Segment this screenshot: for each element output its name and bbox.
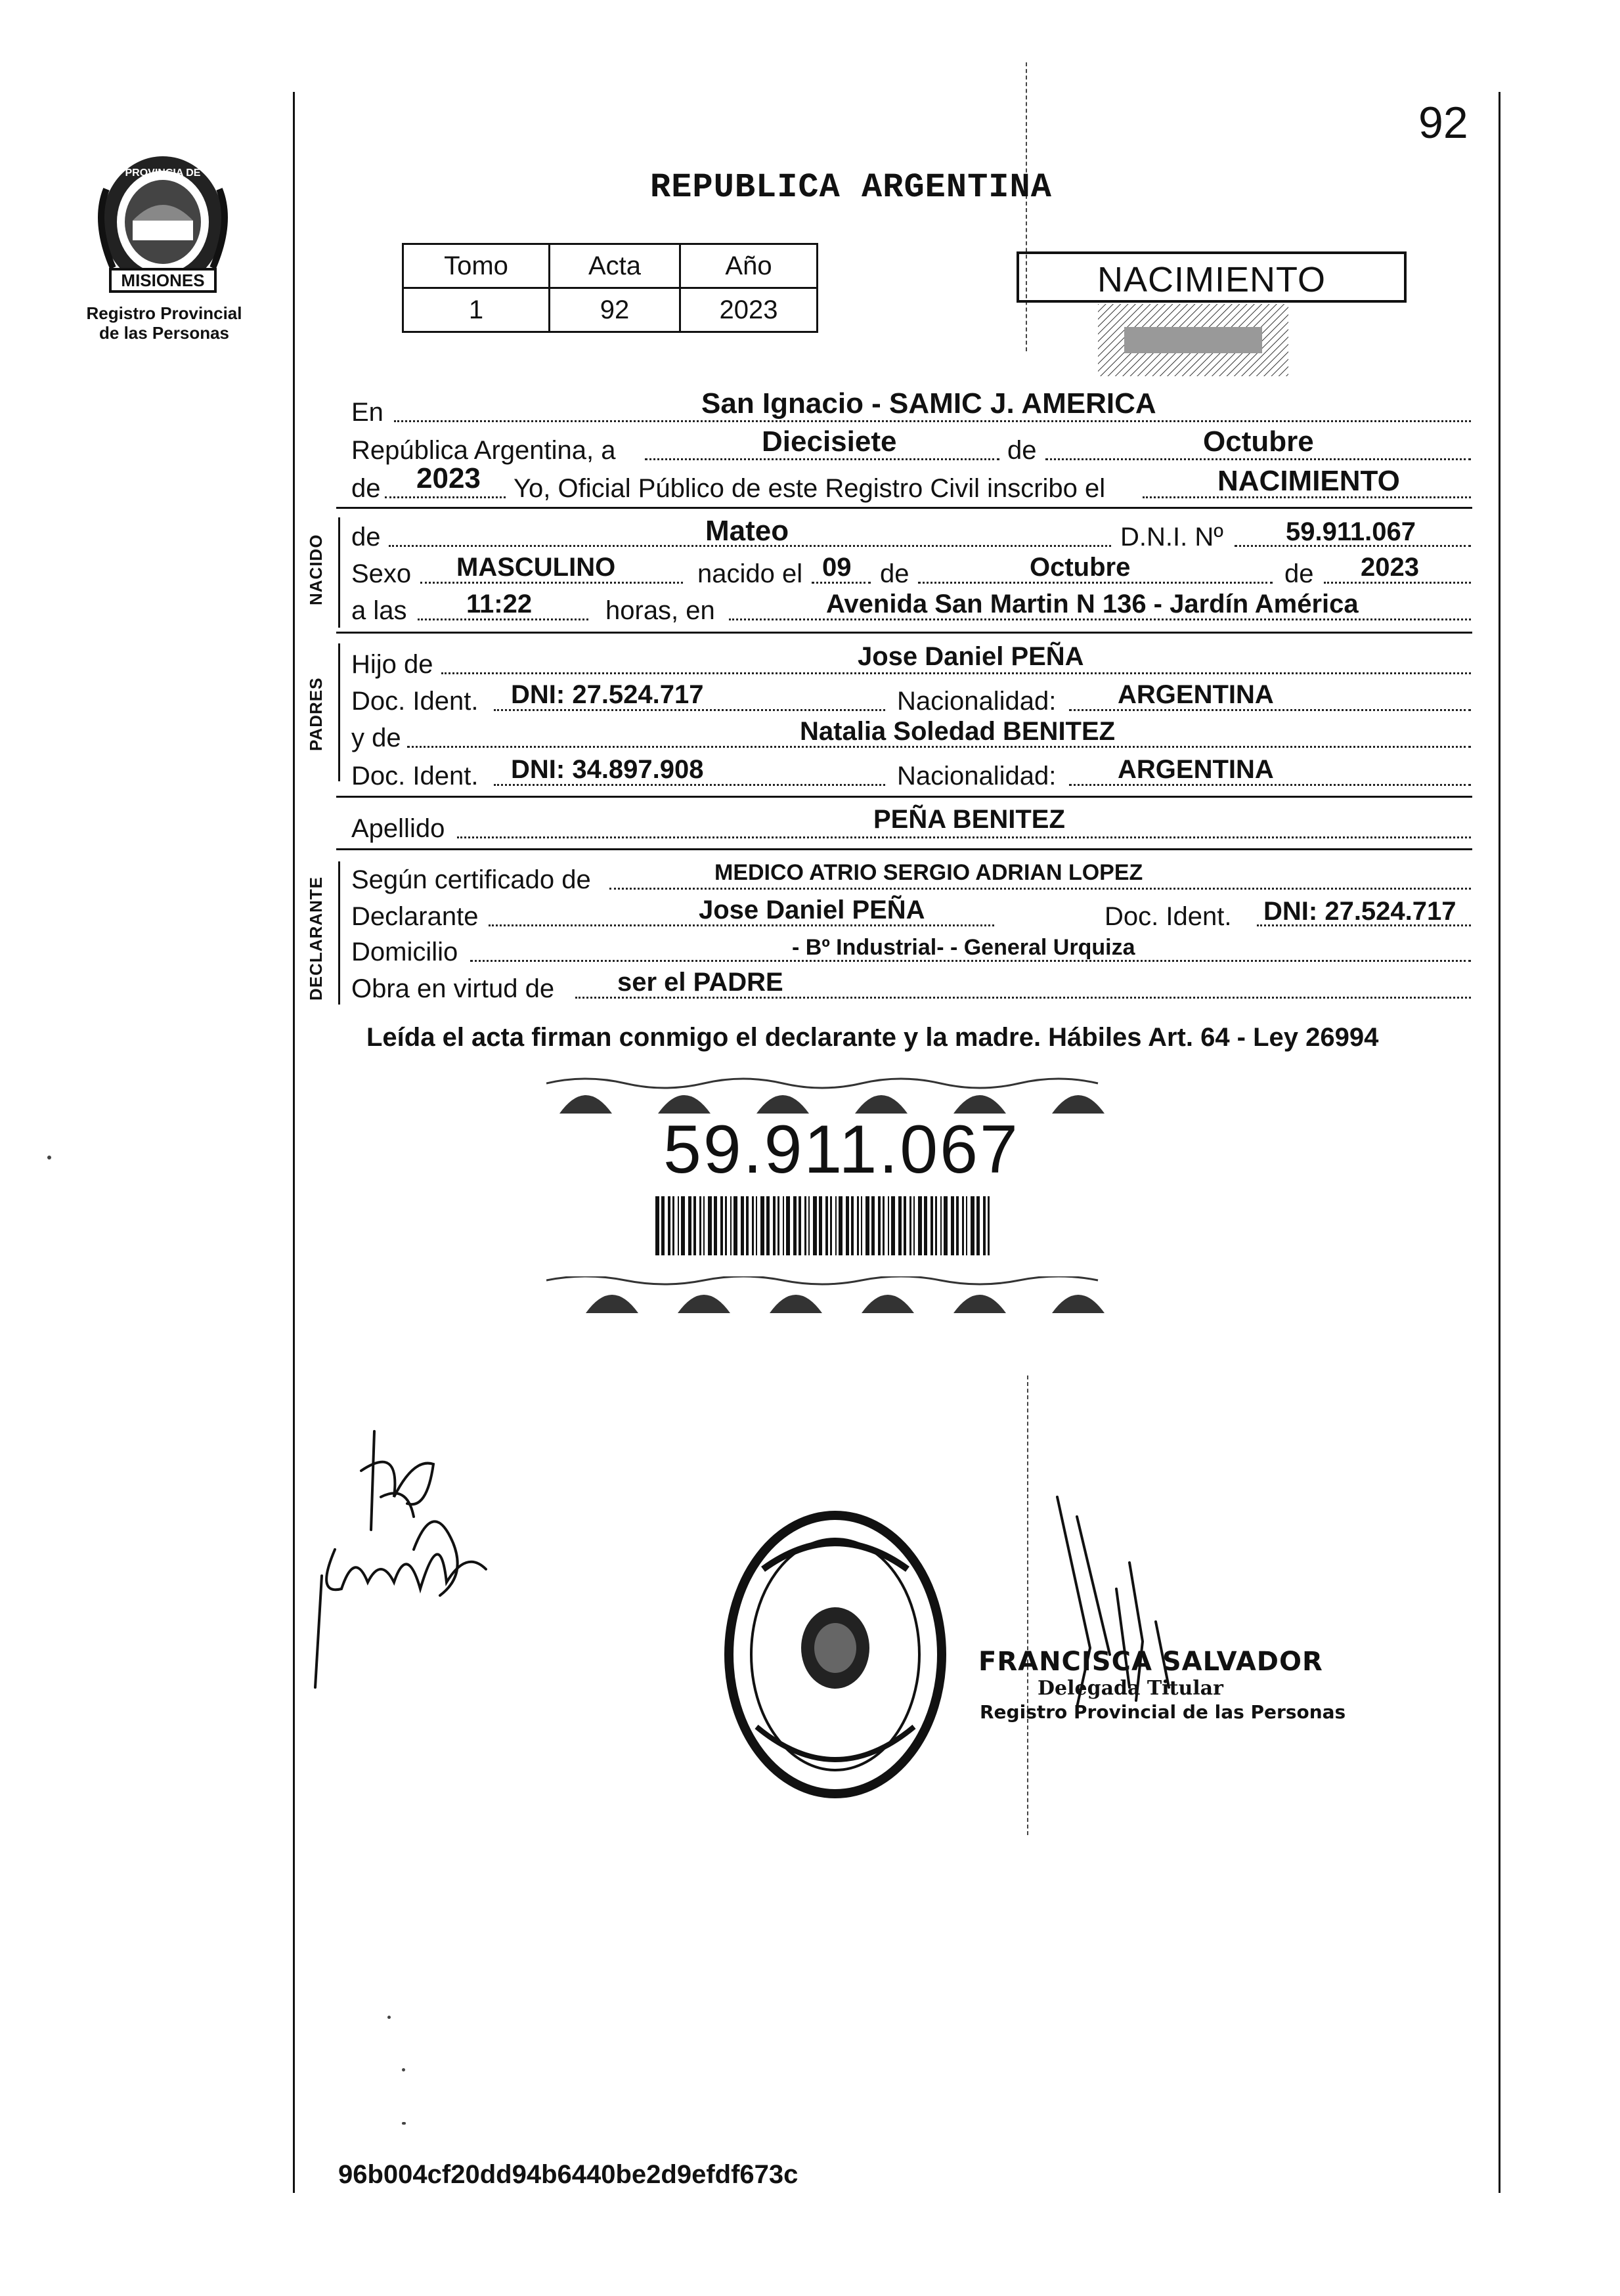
section-bracket (338, 517, 340, 628)
logo-caption-line2: de las Personas (99, 323, 229, 343)
mother-nationality: ARGENTINA (1118, 755, 1274, 784)
table-header-tomo: Tomo (403, 244, 550, 288)
declarant-signature (309, 1418, 506, 1700)
barcode-bar (681, 1196, 685, 1255)
tomo-acta-ano-table (402, 243, 818, 333)
barcode-bar (857, 1196, 859, 1255)
father-doc: DNI: 27.524.717 (511, 680, 704, 709)
dots (385, 496, 506, 498)
section-bracket (338, 861, 340, 1005)
barcode-bar (693, 1196, 696, 1255)
dni-label: D.N.I. Nº (1120, 523, 1223, 552)
barcode-bar (819, 1196, 822, 1255)
place-value: San Ignacio - SAMIC J. AMERICA (701, 387, 1156, 420)
cert-label: Según certificado de (351, 865, 591, 894)
nacido-side-label: NACIDO (306, 534, 326, 605)
hijo-label: Hijo de (351, 650, 433, 679)
obra-label: Obra en virtud de (351, 974, 555, 1003)
barcode-bar (966, 1196, 967, 1255)
mother-doc: DNI: 34.897.908 (511, 755, 704, 784)
barcode-bar (720, 1196, 723, 1255)
dots (645, 458, 999, 460)
padres-side-label: PADRES (306, 677, 326, 751)
barcode-bar (883, 1196, 885, 1255)
child-dni: 59.911.067 (1286, 517, 1416, 546)
barcode-bar (830, 1196, 832, 1255)
stray-mark (47, 1156, 51, 1159)
official-stamp-text (978, 1647, 1346, 1723)
barcode-bar (799, 1196, 801, 1255)
horas-label: horas, en (605, 596, 715, 625)
province-coat-of-arms-logo (87, 150, 239, 301)
barcode-bar (714, 1196, 717, 1255)
de1-label: de (880, 559, 909, 588)
logo-caption (79, 303, 250, 343)
barcode (655, 1196, 992, 1255)
barcode-bar (672, 1196, 674, 1255)
dots (457, 836, 1471, 838)
dots (609, 888, 1471, 890)
left-margin-line (293, 92, 295, 2193)
barcode-bar (898, 1196, 902, 1255)
table-header-ano: Año (680, 244, 818, 288)
barcode-bar (756, 1196, 757, 1255)
domicilio-label: Domicilio (351, 938, 458, 966)
republica-label: República Argentina, a (351, 436, 616, 465)
logo-caption-line1: Registro Provincial (86, 303, 242, 323)
dots (1045, 458, 1471, 460)
barcode-bar (839, 1196, 843, 1255)
barcode-bar (861, 1196, 862, 1255)
en-label: En (351, 398, 383, 427)
apellido-label: Apellido (351, 814, 445, 843)
fold-line-top (1026, 62, 1027, 351)
barcode-bar (904, 1196, 906, 1255)
barcode-bar (940, 1196, 942, 1255)
table-value-ano: 2023 (680, 288, 818, 332)
father-nationality-label: Nacionalidad: (897, 687, 1057, 716)
barcode-bar (661, 1196, 665, 1255)
document-hash: 96b004cf20dd94b6440be2d9efdf673c (338, 2160, 799, 2189)
section-bracket (338, 643, 340, 781)
barcode-bar (813, 1196, 817, 1255)
barcode-bar (808, 1196, 810, 1255)
table-value-acta: 92 (550, 288, 680, 332)
barcode-bar (725, 1196, 727, 1255)
barcode-bar (935, 1196, 937, 1255)
barcode-bar (913, 1196, 915, 1255)
inscribo-value: NACIMIENTO (1217, 465, 1400, 497)
barcode-bar (703, 1196, 705, 1255)
child-name: Mateo (705, 515, 789, 547)
barcode-bar (699, 1196, 701, 1255)
barcode-bar (760, 1196, 764, 1255)
barcode-bar (976, 1196, 980, 1255)
declarante-side-label: DECLARANTE (306, 876, 326, 1001)
domicilio-value: - Bº Industrial- - General Urquiza (792, 935, 1135, 960)
day-value: Diecisiete (762, 425, 897, 458)
divider (336, 507, 1472, 509)
divider (336, 796, 1472, 798)
barcode-bar (793, 1196, 797, 1255)
barcode-bar (888, 1196, 889, 1255)
nacido-el-label: nacido el (697, 559, 803, 588)
barcode-bar (746, 1196, 749, 1255)
birth-year: 2023 (1361, 553, 1419, 582)
mother-name: Natalia Soledad BENITEZ (800, 717, 1116, 746)
official-role: Delegada Titular (1038, 1677, 1223, 1700)
barcode-bar (804, 1196, 806, 1255)
declarante-value: Jose Daniel PEÑA (699, 896, 925, 924)
barcode-bar (962, 1196, 964, 1255)
sexo-label: Sexo (351, 559, 412, 588)
barcode-bar (971, 1196, 974, 1255)
declarante-doc: DNI: 27.524.717 (1263, 897, 1456, 926)
month-value: Octubre (1203, 425, 1314, 458)
barcode-bar (678, 1196, 679, 1255)
table-header-acta: Acta (550, 244, 680, 288)
barcode-bar (846, 1196, 849, 1255)
record-type-box: NACIMIENTO (1017, 251, 1407, 303)
sexo-value: MASCULINO (456, 553, 616, 582)
birth-time: 11:22 (466, 590, 533, 618)
barcode-bar (777, 1196, 779, 1255)
divider (336, 848, 1472, 850)
svg-text:PROVINCIA DE: PROVINCIA DE (125, 167, 201, 179)
father-name: Jose Daniel PEÑA (858, 642, 1084, 671)
barcode-bar (983, 1196, 986, 1255)
birth-month: Octubre (1030, 553, 1131, 582)
nacido-de-label: de (351, 523, 381, 552)
cert-value: MEDICO ATRIO SERGIO ADRIAN LOPEZ (714, 860, 1143, 885)
security-band-top (546, 1077, 1131, 1114)
mother-nationality-label: Nacionalidad: (897, 762, 1057, 791)
table-value-tomo: 1 (403, 288, 550, 332)
barcode-bar (708, 1196, 712, 1255)
inscribo-text: Yo, Oficial Público de este Registro Civil inscribo el (514, 474, 1106, 503)
barcode-bar (733, 1196, 737, 1255)
barcode-bar (865, 1196, 869, 1255)
barcode-bar (918, 1196, 922, 1255)
year-prefix-label: de (351, 474, 381, 503)
right-margin-line (1499, 92, 1500, 2193)
de-label: de (1007, 436, 1037, 465)
barcode-bar (930, 1196, 933, 1255)
declarante-label: Declarante (351, 902, 479, 931)
barcode-bar (783, 1196, 784, 1255)
de2-label: de (1284, 559, 1314, 588)
document-title: REPUBLICA ARGENTINA (650, 168, 1052, 207)
barcode-bar (951, 1196, 954, 1255)
hologram-seal (1098, 304, 1288, 376)
official-name: FRANCISCA SALVADOR (978, 1647, 1323, 1677)
barcode-bar (668, 1196, 670, 1255)
barcode-bar (924, 1196, 927, 1255)
father-nationality: ARGENTINA (1118, 680, 1274, 709)
barcode-bar (988, 1196, 990, 1255)
barcode-bar (956, 1196, 959, 1255)
mother-doc-label: Doc. Ident. (351, 762, 479, 791)
security-band-bottom (546, 1276, 1131, 1313)
barcode-bar (944, 1196, 948, 1255)
fold-line-bottom (1027, 1375, 1028, 1835)
declarante-doc-label: Doc. Ident. (1105, 902, 1232, 931)
official-round-stamp (717, 1504, 953, 1806)
barcode-bar (730, 1196, 732, 1255)
yde-label: y de (351, 724, 401, 752)
barcode-bar (825, 1196, 828, 1255)
barcode-bar (655, 1196, 659, 1255)
page-number: 92 (1418, 98, 1468, 148)
dots (394, 420, 1471, 422)
barcode-bar (741, 1196, 744, 1255)
closing-text: Leída el acta firman conmigo el declarante y la madre. Hábiles Art. 64 - Ley 26994 (366, 1023, 1379, 1052)
barcode-bar (786, 1196, 790, 1255)
official-office: Registro Provincial de las Personas (980, 1701, 1346, 1723)
dots (441, 672, 1471, 674)
stray-mark (402, 2068, 405, 2071)
year-value: 2023 (416, 462, 481, 494)
birth-day: 09 (822, 553, 852, 582)
barcode-bar (688, 1196, 691, 1255)
barcode-bar (909, 1196, 911, 1255)
barcode-bar (766, 1196, 770, 1255)
barcode-bar (871, 1196, 875, 1255)
father-doc-label: Doc. Ident. (351, 687, 479, 716)
stray-mark (402, 2122, 406, 2125)
barcode-bar (851, 1196, 854, 1255)
barcode-bar (891, 1196, 895, 1255)
barcode-bar (773, 1196, 776, 1255)
svg-text:MISIONES: MISIONES (121, 271, 205, 290)
stray-mark (387, 2016, 391, 2019)
alas-label: a las (351, 596, 407, 625)
obra-value: ser el PADRE (617, 968, 783, 997)
dni-number-label: 59.911.067 (663, 1112, 1020, 1188)
birth-address: Avenida San Martin N 136 - Jardín América (826, 590, 1359, 618)
divider (336, 632, 1472, 634)
barcode-bar (878, 1196, 881, 1255)
apellido-value: PEÑA BENITEZ (873, 805, 1065, 834)
barcode-bar (835, 1196, 837, 1255)
barcode-bar (752, 1196, 754, 1255)
